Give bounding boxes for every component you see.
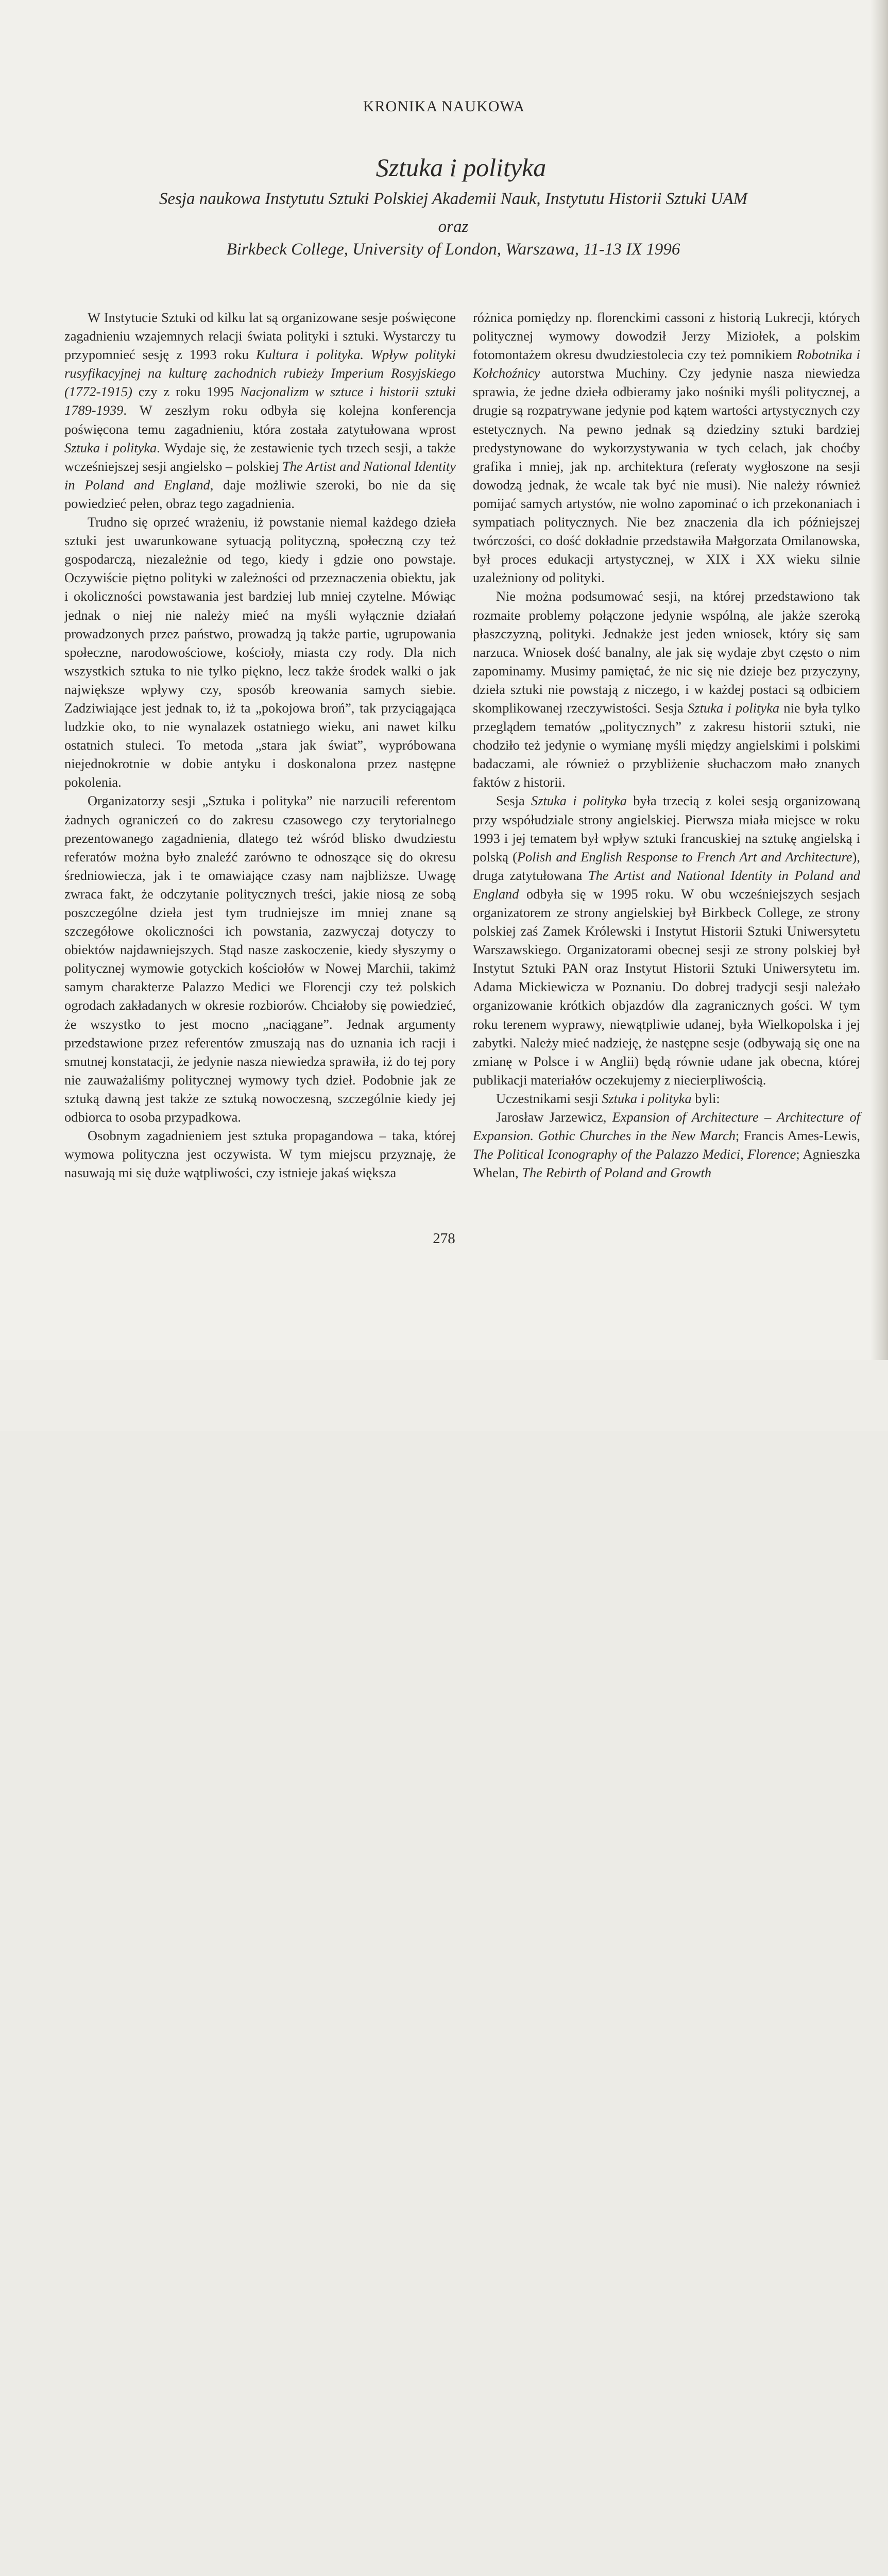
page-gutter-shadow xyxy=(870,0,888,1360)
footer-bar xyxy=(0,1360,888,1431)
paragraph: Sesja Sztuka i polityka była trzecią z kolei sesją organizowaną przy współudziale strony angielskiej. Pierwsza miała miejsce w roku 1993 i jej tematem był wpływ sztuki francuskiej na sztukę angielską i polską (Polish and English Response to French Art and Architecture), druga zatytułowana The Artist and National Identity in Poland and England odbyła się w 1995 roku. W obu wcześniejszych sesjach organizatorem ze strony angielskiej był Birkbeck College, ze strony polskiej zaś Zamek Królewski i Instytut Historii Sztuki Uniwersytetu Warszawskiego. Organizatorami obecnej sesji ze strony polskiej był Instytut Sztuki PAN oraz Instytut Historii Sztuki Uniwersytetu im. Adama Mickiewicza w Poznaniu. Do dobrej tradycji sesji należało organizowanie krótkich objazdów dla zagranicznych gości. W tym roku terenem wyprawy, niewątpliwie udanej, była Wielkopolska i jej zabytki. Należy mieć nadzieję, że następne sesje (odbywają się one na zmianę w Polsce i w Anglii) będą równie udane jak obecna, której publikacji materiałów oczekujemy z niecierpliwością. xyxy=(473,793,860,1088)
paragraph: Organizatorzy sesji „Sztuka i polityka” nie narzucili referentom żadnych ograniczeń co do zakresu czasowego czy terytorialnego prezentowanego zagadnienia, dlatego też wśród blisko dwudziestu referatów można było znaleźć zarówno te odnoszące się do okresu średniowiecza, jak i te omawiające czasy nam najbliższe. Uwagę zwraca fakt, że odczytanie politycznych treści, jakie niosą ze sobą poszczególne dzieła jest tym trudniejsze im mniej znane są szczegółowe okoliczności ich powstania, zazwyczaj dotyczy to obiektów najdawniejszych. Stąd nasze zaskoczenie, kiedy słyszymy o politycznej wymowie gotyckich kościołów w Nowej Marchii, takimż samym charakterze Palazzo Medici we Florencji czy też polskich ogrodach zakładanych w okresie rozbiorów. Chciałoby się powiedzieć, że wszystko to jest mocno „naciągane”. Jednak argumenty przedstawione przez referentów zmuszają nas do uznania ich racji i smutnej konstatacji, że jedynie nasza niewiedza sprawiła, iż do tej pory nie zauważaliśmy politycznej wymowy tych dzieł. Podobnie jak ze sztuką dawną jest także ze sztuką nowoczesną, szczególnie kiedy jej odbiorca to osoba przypadkowa. xyxy=(64,793,456,1125)
paragraph: Jarosław Jarzewicz, Expansion of Architecture – Architecture of Expansion. Gothic Churches in the New March; Francis Ames-Lewis, The Political Iconography of the Palazzo Medici, Florence; Agnieszka Whelan, The Rebirth of Poland and Growth xyxy=(473,1109,860,1181)
article-subtitle-line2: oraz xyxy=(438,217,469,236)
section-heading: KRONIKA NAUKOWA xyxy=(363,98,525,115)
paragraph: Nie można podsumować sesji, na której przedstawiono tak rozmaite problemy połączone jedynie wspólną, ale jakże szeroką płaszczyzną, polityki. Jednakże jest jeden wniosek, który się sam narzuca. Wniosek dość banalny, ale jak się wydaje zbyt często o nim zapominamy. Musimy pamiętać, że nic się nie dzieje bez przyczyny, dzieła sztuki nie powstają z niczego, i w każdej postaci są odbiciem skomplikowanej rzeczywistości. Sesja Sztuka i polityka nie była tylko przeglądem tematów „politycznych” z zakresu historii sztuki, nie chodziło też jedynie o wymianę myśli między angielskimi i polskimi badaczami, ale również o przybliżenie słuchaczom mało znanych faktów z historii. xyxy=(473,588,860,790)
article-subtitle-line3: Birkbeck College, University of London, Warszawa, 11-13 IX 1996 xyxy=(226,240,680,259)
paragraph: różnica pomiędzy np. florenckimi cassoni z historią Lukrecji, których politycznej wymowy dowodził Jerzy Miziołek, a polskim fotomontażem okresu dwudziestolecia czy też pomnikiem Robotnika i Kołchoźnicy autorstwa Muchiny. Czy jedynie nasza niewiedza sprawia, że jedne dzieła odbieramy jako nośniki myśli politycznej, a drugie są rozpatrywane jedynie pod kątem wartości artystycznych czy estetycznych. Na pewno jednak są dziedziny sztuki bardziej predystynowane do wykorzystywania w tych celach, jak choćby grafika i mniej, jak np. architektura (referaty wygłoszone na sesji dowodzą jednak, że wcale tak być nie musi). Nie należy również pomijać samych artystów, nie wolno zapominać o ich przekonaniach i sympatiach politycznych. Nie bez znaczenia dla ich późniejszej twórczości, co dość dokładnie przedstawiła Małgorzata Omilanowska, był proces edukacji artystycznej, w XIX i XX wieku silnie uzależniony od polityki. xyxy=(473,310,860,586)
paragraph: W Instytucie Sztuki od kilku lat są organizowane sesje poświęcone zagadnieniu wzajemnych relacji świata polityki i sztuki. Wystarczy tu przypomnieć sesję z 1993 roku Kultura i polityka. Wpływ polityki rusyfikacyjnej na kulturę zachodnich rubieży Imperium Rosyjskiego (1772-1915) czy z roku 1995 Nacjonalizm w sztuce i historii sztuki 1789-1939. W zeszłym roku odbyła się kolejna konferencja poświęcona temu zagadnieniu, która została zatytułowana wprost Sztuka i polityka. Wydaje się, że zestawienie tych trzech sesji, a także wcześniejszej sesji angielsko – polskiej The Artist and National Identity in Poland and England, daje możliwie szeroki, bo nie da się powiedzieć pełen, obraz tego zagadnienia. xyxy=(64,310,456,511)
page-number: 278 xyxy=(433,1230,455,1247)
right-text-column xyxy=(473,308,860,1182)
paragraph: Uczestnikami sesji Sztuka i polityka byli: xyxy=(496,1090,720,1106)
paragraph: Osobnym zagadnieniem jest sztuka propagandowa – taka, której wymowa polityczna jest oczywista. W tym miejscu przyznaję, że nasuwają mi się duże wątpliwości, czy istnieje jakaś większa xyxy=(64,1128,456,1181)
left-text-column xyxy=(64,308,456,1182)
article-subtitle-line1: Sesja naukowa Instytutu Sztuki Polskiej Akademii Nauk, Instytutu Historii Sztuki UAM xyxy=(159,190,748,208)
article-title: Sztuka i polityka xyxy=(375,153,547,182)
paragraph: Trudno się oprzeć wrażeniu, iż powstanie niemal każdego dzieła sztuki jest uwarunkowane sytuacją polityczną, społeczną czy też gospodarczą, niezależnie od tego, kiedy i gdzie ono powstaje. Oczywiście piętno polityki w zależności od przeznaczenia obiektu, jak i okoliczności powstawania jest bardziej lub mniej czytelne. Mówiąc jednak o niej nie należy mieć na myśli wyłącznie działań prowadzonych przez państwo, prowadzą ją także partie, ugrupowania społeczne, narodowościowe, kościoły, miasta czy rody. Dla nich wszystkich sztuka to nie tylko piękno, lecz także środek walki o jak największe wpływy czy, sposób kreowania samych siebie. Zadziwiające jest jednak to, iż ta „pokojowa broń”, tak przyciągająca ludzkie oko, to nie wynalazek ostatniego wieku, ani nawet kilku ostatnich stuleci. To metoda „stara jak świat”, wypróbowana niejednokrotnie w dobie antyku i doskonalona przez następne pokolenia. xyxy=(64,514,456,790)
